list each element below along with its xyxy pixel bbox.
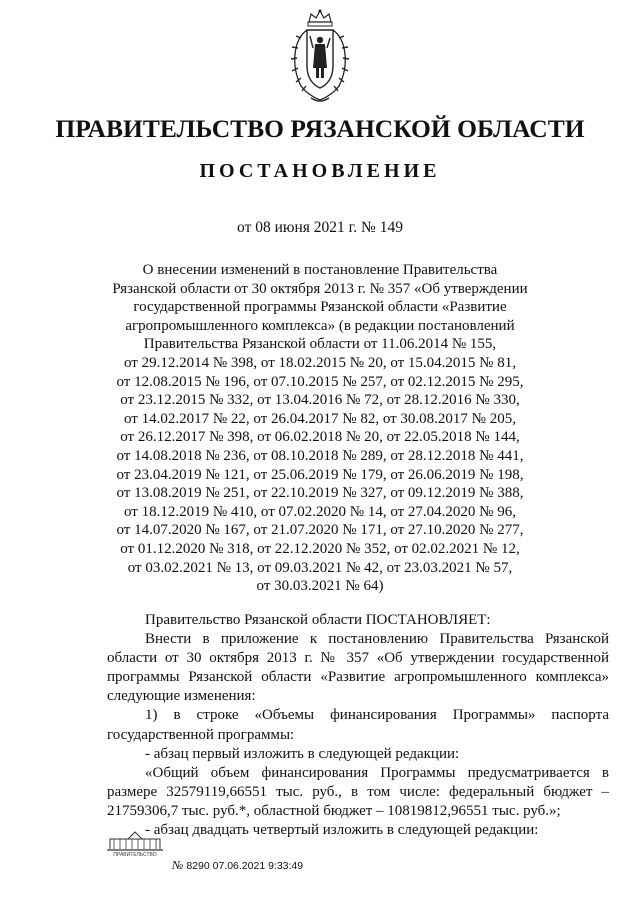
government-building-stamp-icon	[104, 829, 166, 857]
subject-line: от 29.12.2014 № 398, от 18.02.2015 № 20, от 15.04.2015 № 81,	[123, 354, 516, 371]
subject-line: от 03.02.2021 № 13, от 09.03.2021 № 42, от 23.03.2021 № 57,	[127, 559, 513, 576]
document-body	[107, 611, 609, 840]
quote-line: 21759306,7 тыс. руб.*, областной бюджет – 10819812,96551 тыс. руб.»;	[107, 802, 561, 819]
paragraph-label: - абзац двадцать четвертый изложить в следующей редакции:	[145, 822, 539, 839]
subject-line: от 23.12.2015 № 332, от 13.04.2016 № 72, от 28.12.2016 № 330,	[120, 392, 520, 409]
registration-stamp	[172, 858, 303, 873]
subject-line: от 14.07.2020 № 167, от 21.07.2020 № 171, от 27.10.2020 № 277,	[116, 522, 524, 539]
stamp-caption: ПРАВИТЕЛЬСТВО	[113, 852, 157, 857]
resolves-statement: Правительство Рязанской области ПОСТАНОВЛЯЕТ:	[145, 612, 491, 628]
subject-line: Рязанской области от 30 октября 2013 г. № 357 «Об утверждении	[112, 280, 528, 297]
intro-line: области от 30 октября 2013 г. № 357 «Об утверждении государственной	[107, 650, 609, 667]
subject-line: от 23.04.2019 № 121, от 25.06.2019 № 179, от 26.06.2019 № 198,	[116, 466, 524, 483]
subject-line: от 12.08.2015 № 196, от 07.10.2015 № 257, от 02.12.2015 № 295,	[116, 373, 524, 390]
intro-line: следующие изменения:	[107, 688, 256, 705]
coat-of-arms-icon	[287, 8, 353, 106]
subject-line: от 14.02.2017 № 22, от 26.04.2017 № 82, от 30.08.2017 № 205,	[123, 410, 516, 427]
intro-line: программы Рязанской области «Развитие агропромышленного комплекса»	[107, 669, 609, 686]
subject-line: от 14.08.2018 № 236, от 08.10.2018 № 289, от 28.12.2018 № 441,	[116, 447, 524, 464]
item-line: государственной программы:	[107, 726, 295, 743]
subject-line: от 01.12.2020 № 318, от 22.12.2020 № 352, от 02.02.2021 № 12,	[120, 540, 520, 557]
registration-mark: №	[172, 858, 184, 872]
registration-text: 8290 07.06.2021 9:33:49	[186, 860, 304, 872]
subject-line: агропромышленного комплекса» (в редакции постановлений	[125, 317, 515, 334]
quote-line: «Общий объем финансирования Программы предусматривается в	[145, 764, 609, 781]
document-subject	[100, 261, 540, 596]
subject-line: от 26.12.2017 № 398, от 06.02.2018 № 20, от 22.05.2018 № 144,	[120, 429, 520, 446]
document-date-number: от 08 июня 2021 г. № 149	[237, 219, 403, 236]
subject-line: О внесении изменений в постановление Правительства	[142, 262, 498, 278]
quote-line: размере 32579119,66551 тыс. руб., в том числе: федеральный бюджет –	[107, 783, 609, 800]
document-type-title: ПОСТАНОВЛЕНИЕ	[199, 160, 441, 182]
government-title: ПРАВИТЕЛЬСТВО РЯЗАНСКОЙ ОБЛАСТИ	[55, 114, 585, 143]
subject-line: от 30.03.2021 № 64)	[256, 578, 384, 595]
subject-line: от 18.12.2019 № 410, от 07.02.2020 № 14, от 27.04.2020 № 96,	[123, 503, 516, 520]
subject-line: Правительства Рязанской области от 11.06.2014 № 155,	[143, 336, 497, 353]
intro-line: Внести в приложение к постановлению Правительства Рязанской	[145, 631, 609, 648]
subject-line: от 13.08.2019 № 251, от 22.10.2019 № 327, от 09.12.2019 № 388,	[116, 485, 524, 502]
paragraph-label: - абзац первый изложить в следующей редакции:	[145, 745, 460, 762]
subject-line: государственной программы Рязанской области «Развитие	[133, 299, 507, 316]
item-line: 1) в строке «Объемы финансирования Программы» паспорта	[145, 707, 609, 724]
